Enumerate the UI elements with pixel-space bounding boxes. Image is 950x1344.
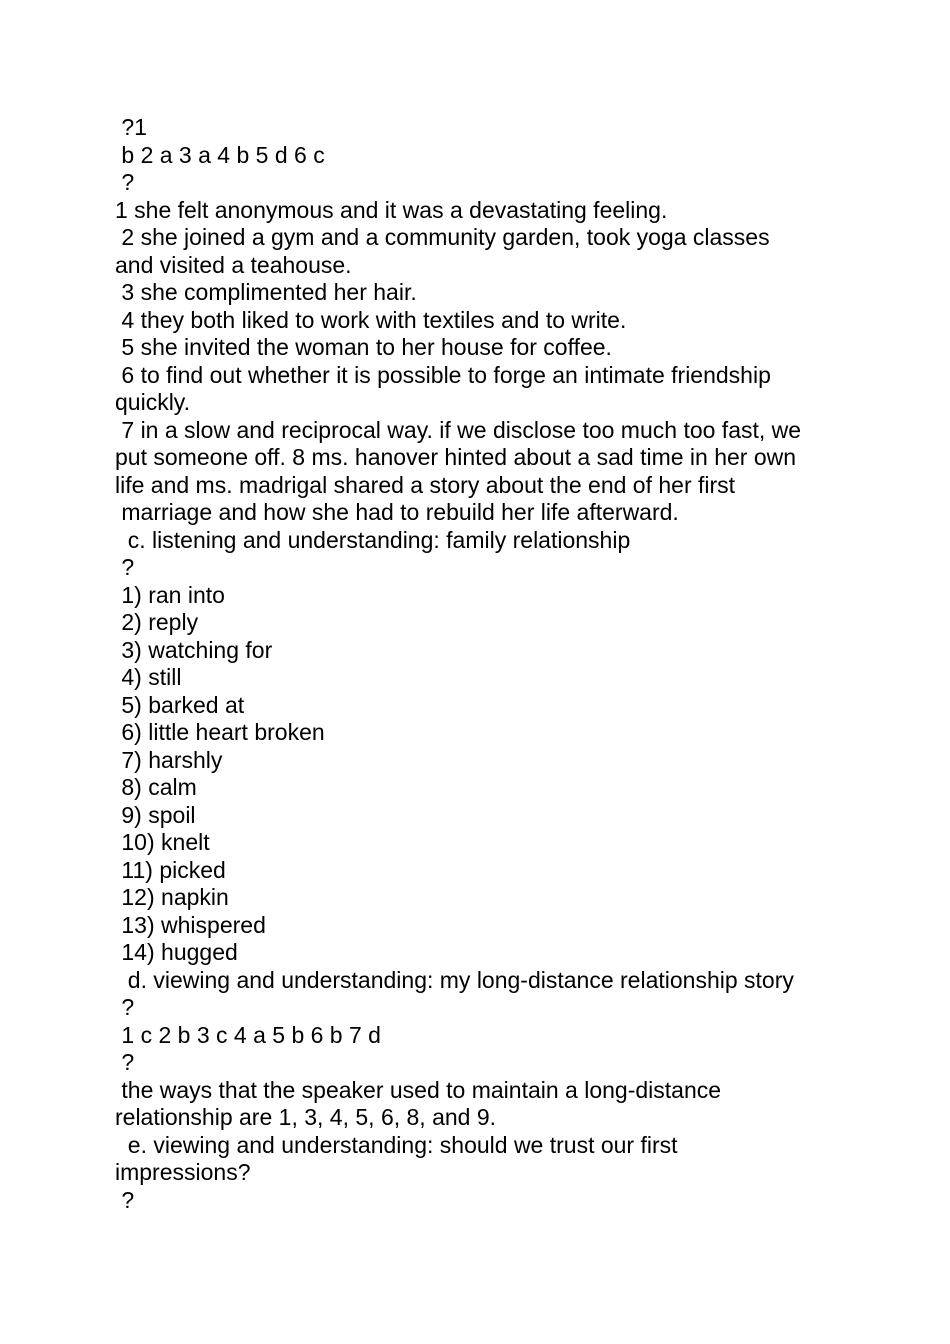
text-line: 2) reply [115,609,199,635]
text-line: b 2 a 3 a 4 b 5 d 6 c [115,141,325,168]
text-line: 13) whispered [115,911,266,938]
text-line: 11) picked [115,856,226,883]
section-heading: d. viewing and understanding: my long-distance relationship story [115,966,794,993]
text-line: 7 in a slow and reciprocal way. if we disclose too much too fast, we [115,416,802,443]
text-line: 5) barked at [115,691,245,718]
document-page [115,114,850,1214]
text-line: 6 to find out whether it is possible to forge an intimate friendship [115,361,771,388]
text-line: 1) ran into [115,581,225,608]
text-line: ? [115,1186,135,1213]
text-line: 5 she invited the woman to her house for coffee. [115,334,612,360]
text-line: and visited a teahouse. [115,251,352,278]
text-line: impressions? [115,1159,251,1185]
text-line: ? [115,1049,135,1075]
text-line: ?1 [115,114,147,140]
text-line: ? [115,994,135,1020]
text-line: 4 they both liked to work with textiles and to write. [115,306,627,333]
text-line: 1 she felt anonymous and it was a devastating feeling. [115,196,668,223]
text-line: 12) napkin [115,884,229,910]
text-line: 10) knelt [115,829,210,855]
text-line: 7) harshly [115,746,223,773]
text-line: 3 she complimented her hair. [115,279,417,305]
section-heading: c. listening and understanding: family relationship [115,526,631,553]
text-line: 8) calm [115,774,197,800]
text-line: quickly. [115,389,190,415]
text-line: marriage and how she had to rebuild her life afterward. [115,499,679,525]
text-line: ? [115,554,135,580]
text-line: ? [115,169,135,195]
text-line: 2 she joined a gym and a community garden, took yoga classes [115,224,770,250]
text-line: relationship are 1, 3, 4, 5, 6, 8, and 9. [115,1104,497,1130]
text-line: put someone off. 8 ms. hanover hinted about a sad time in her own [115,444,797,470]
text-line: 4) still [115,664,182,690]
text-line: 1 c 2 b 3 c 4 a 5 b 6 b 7 d [115,1021,381,1048]
text-line: life and ms. madrigal shared a story about the end of her first [115,471,736,498]
text-line: the ways that the speaker used to maintain a long-distance [115,1076,722,1103]
text-line: 9) spoil [115,801,196,828]
text-line: 3) watching for [115,636,273,663]
section-heading: e. viewing and understanding: should we trust our first [115,1131,678,1158]
text-line: 6) little heart broken [115,719,325,745]
text-line: 14) hugged [115,939,238,965]
